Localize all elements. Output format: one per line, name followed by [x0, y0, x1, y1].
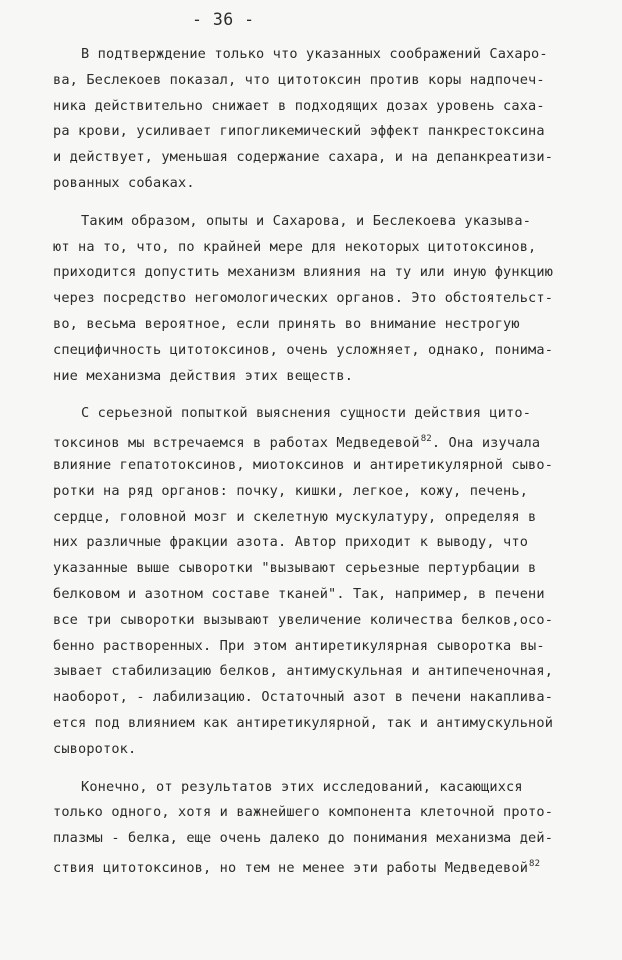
- body-text: [53, 42, 593, 878]
- paragraph-2: [53, 209, 593, 390]
- text-line: все три сыворотки вызывают увеличение количества белков,осо-: [53, 611, 554, 628]
- text-line: ра крови, усиливает гипогликемический эффект панкрестоксина: [53, 123, 545, 140]
- text-line: ва, Беслекоев показал, что цитотоксин против коры надпочеч-: [53, 71, 545, 88]
- text-line: приходится допустить механизм влияния на ту или иную функцию: [53, 264, 554, 281]
- text-line: во, весьма вероятное, если принять во внимание нестрогую: [53, 315, 520, 332]
- text-line: наоборот, - лабилизацию. Остаточный азот в печени накапливa-: [53, 689, 554, 706]
- text-line: [53, 852, 593, 878]
- text-line: ника действительно снижает в подходящих дозах уровень саха-: [53, 97, 545, 114]
- page-number: - 36 -: [192, 10, 255, 29]
- text-fragment: ствия цитотоксинов, но тем не менее эти работы Медведевой: [53, 859, 529, 876]
- footnote-reference: 82: [420, 434, 432, 445]
- paragraph-1: [53, 42, 593, 197]
- text-line: влияние гепатотоксинов, миотоксинов и антиретикулярной сыво-: [53, 456, 554, 473]
- footnote-reference: 82: [529, 858, 541, 869]
- text-line: сывороток.: [53, 740, 137, 757]
- text-line: сердце, головной мозг и скелетную мускулатуру, определяя в: [53, 508, 537, 525]
- text-line: бенно растворенных. При этом антиретикулярная сыворотка вы-: [53, 637, 545, 654]
- text-line: указанные выше сыворотки "вызывают серьезные пертурбации в: [53, 560, 537, 577]
- text-fragment: Она изучала: [448, 435, 541, 452]
- text-line: через посредство негомологических органов. Это обстоятельст-: [53, 290, 554, 307]
- text-line: ние механизма действия этих веществ.: [53, 367, 354, 384]
- text-line: них различные фракции азота. Автор приходит к выводу, что: [53, 534, 529, 551]
- paragraph-4: [53, 775, 593, 878]
- text-line: белковом и азотном составе тканей". Так, например, в печени: [53, 585, 545, 602]
- text-line: В подтверждение только что указанных соображений Сахаро-: [81, 46, 548, 62]
- text-line: С серьезной попыткой выяснения сущности действия цито-: [81, 405, 532, 422]
- text-line: специфичность цитотоксинов, очень усложняет, однако, понима-: [53, 341, 554, 358]
- text-line: Таким образом, опыты и Сахарова, и Беслекоева указыва-: [81, 212, 532, 229]
- text-line: зывает стабилизацию белков, антимускульная и антипеченочная,: [53, 663, 554, 680]
- text-line: рованных собаках.: [53, 174, 195, 191]
- text-line: плазмы - белка, еще очень далеко до понимания механизма дей-: [53, 830, 554, 847]
- text-fragment: токсинов мы встречаемся в работах Медведевой: [53, 435, 420, 452]
- text-line: ется под влиянием как антиретикулярной, так и антимускульной: [53, 714, 554, 731]
- text-line: ротки на ряд органов: почку, кишки, легкое, кожу, печень,: [53, 482, 529, 499]
- text-line: Конечно, от результатов этих исследований, касающихся: [81, 778, 523, 795]
- text-line: только одного, хотя и важнейшего компонента клеточной прото-: [53, 804, 554, 821]
- paragraph-3: [53, 401, 593, 762]
- text-line: и действует, уменьшая содержание сахара, и на депанкреатизи-: [53, 149, 554, 166]
- text-line: ют на то, что, по крайней мере для некоторых цитотоксинов,: [53, 238, 537, 255]
- text-line: токсинов мы встречаемся в работах Медведевой$^{82}$. Она изучала: [53, 434, 541, 452]
